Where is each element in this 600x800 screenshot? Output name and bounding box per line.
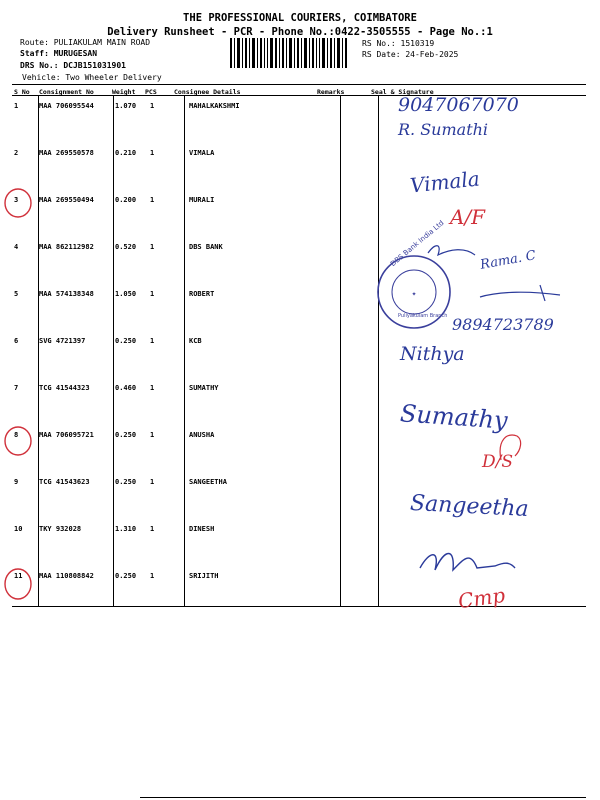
row-consignment: MAA 269550494 <box>39 196 94 204</box>
row-sno: 8 <box>14 431 19 439</box>
col-header-seal: Seal & Signature <box>371 88 434 96</box>
rs-number: RS No.: 1510319 <box>362 39 435 48</box>
handwritten-signature: Sangeetha <box>409 490 530 523</box>
row-consignee: DINESH <box>189 525 215 533</box>
row-sno: 3 <box>14 196 19 204</box>
handwritten-note: Cmp <box>456 582 507 614</box>
row-consignment: TCG 41543623 <box>39 478 90 486</box>
row-sno: 11 <box>14 572 23 580</box>
row-weight: 0.250 <box>115 478 137 486</box>
row-sno: 2 <box>14 149 19 157</box>
col-header-weight: Weight <box>112 88 136 96</box>
row-pcs: 1 <box>150 149 155 157</box>
row-weight: 1.070 <box>115 102 137 110</box>
row-consignment: TKY 932028 <box>39 525 82 533</box>
row-consignment: MAA 706095544 <box>39 102 94 110</box>
handwritten-signature: Nithya <box>400 343 465 365</box>
row-sno: 6 <box>14 337 19 345</box>
row-weight: 0.520 <box>115 243 137 251</box>
row-pcs: 1 <box>150 525 155 533</box>
svg-text:✦: ✦ <box>411 291 417 298</box>
staff-label: Staff: MURUGESAN <box>20 49 98 58</box>
stamp-outer-text: DBS Bank India Ltd <box>389 218 446 269</box>
col-header-remarks: Remarks <box>317 88 345 96</box>
row-sno: 5 <box>14 290 19 298</box>
row-consignee: KCB <box>189 337 202 345</box>
col-divider <box>340 95 341 607</box>
rs-date: RS Date: 24-Feb-2025 <box>362 50 459 59</box>
red-ink-strokes <box>495 430 525 470</box>
row-pcs: 1 <box>150 290 155 298</box>
row-weight: 0.460 <box>115 384 137 392</box>
handwritten-signature: Vimala <box>408 166 481 198</box>
red-circle-mark <box>2 186 34 220</box>
row-weight: 0.250 <box>115 572 137 580</box>
drs-number: DRS No.: DCJB151031901 <box>20 61 126 70</box>
handwritten-signature: Rama. C <box>479 248 538 273</box>
col-divider <box>184 95 185 607</box>
row-sno: 10 <box>14 525 23 533</box>
row-weight: 1.310 <box>115 525 137 533</box>
row-pcs: 1 <box>150 478 155 486</box>
row-pcs: 1 <box>150 337 155 345</box>
handwritten-note: A/F <box>450 205 486 229</box>
row-sno: 4 <box>14 243 19 251</box>
row-pcs: 1 <box>150 196 155 204</box>
handwritten-note: D/S <box>482 452 514 472</box>
row-sno: 1 <box>14 102 19 110</box>
row-consignee: ROBERT <box>189 290 215 298</box>
row-consignee: ANUSHA <box>189 431 215 439</box>
row-pcs: 1 <box>150 243 155 251</box>
row-consignment: MAA 110808842 <box>39 572 94 580</box>
handwritten-phone: 9894723789 <box>452 315 554 334</box>
row-consignment: MAA 269550578 <box>39 149 94 157</box>
red-circle-mark <box>2 566 34 602</box>
row-weight: 0.250 <box>115 431 137 439</box>
col-divider <box>378 95 379 607</box>
runsheet-title: Delivery Runsheet - PCR - Phone No.:0422-3505555 - Page No.:1 <box>107 26 493 38</box>
row-consignee: SANGEETHA <box>189 478 227 486</box>
red-circle-mark <box>2 424 34 458</box>
stamp-inner-text: Puliyakulam Branch <box>398 313 448 319</box>
row-consignee: MAHALKAKSHMI <box>189 102 240 110</box>
handwritten-signature: R. Sumathi <box>398 120 489 139</box>
row-pcs: 1 <box>150 384 155 392</box>
row-consignee: SUMATHY <box>189 384 219 392</box>
barcode <box>230 38 348 68</box>
route-label: Route: PULIAKULAM MAIN ROAD <box>20 38 151 47</box>
row-weight: 0.210 <box>115 149 137 157</box>
row-consignment: MAA 862112982 <box>39 243 94 251</box>
row-sno: 7 <box>14 384 19 392</box>
col-header-pcs: PCS <box>145 88 157 96</box>
row-consignee: VIMALA <box>189 149 215 157</box>
row-consignment: SVG 4721397 <box>39 337 86 345</box>
row-consignment: MAA 706095721 <box>39 431 94 439</box>
col-header-consignee: Consignee Details <box>174 88 241 96</box>
row-consignee: MURALI <box>189 196 215 204</box>
row-pcs: 1 <box>150 431 155 439</box>
handwritten-signature: Sumathy <box>399 399 509 435</box>
row-consignee: DBS BANK <box>189 243 223 251</box>
signature-strokes <box>380 235 580 315</box>
row-consignment: TCG 41544323 <box>39 384 90 392</box>
row-weight: 0.200 <box>115 196 137 204</box>
row-weight: 1.050 <box>115 290 137 298</box>
row-sno: 9 <box>14 478 19 486</box>
signature-strokes <box>415 540 525 580</box>
table-top-border <box>12 84 586 85</box>
row-pcs: 1 <box>150 102 155 110</box>
col-header-consignment: Consignment No <box>39 88 94 96</box>
page-bottom-line <box>140 797 586 798</box>
row-pcs: 1 <box>150 572 155 580</box>
col-header-sno: S No <box>14 88 30 96</box>
row-weight: 0.250 <box>115 337 137 345</box>
vehicle-label: Vehicle: Two Wheeler Delivery <box>22 73 162 82</box>
handwritten-phone: 9047067070 <box>398 94 519 116</box>
row-consignee: SRIJITH <box>189 572 219 580</box>
company-title: THE PROFESSIONAL COURIERS, COIMBATORE <box>183 12 417 24</box>
col-divider <box>113 95 114 607</box>
row-consignment: MAA 574138348 <box>39 290 94 298</box>
